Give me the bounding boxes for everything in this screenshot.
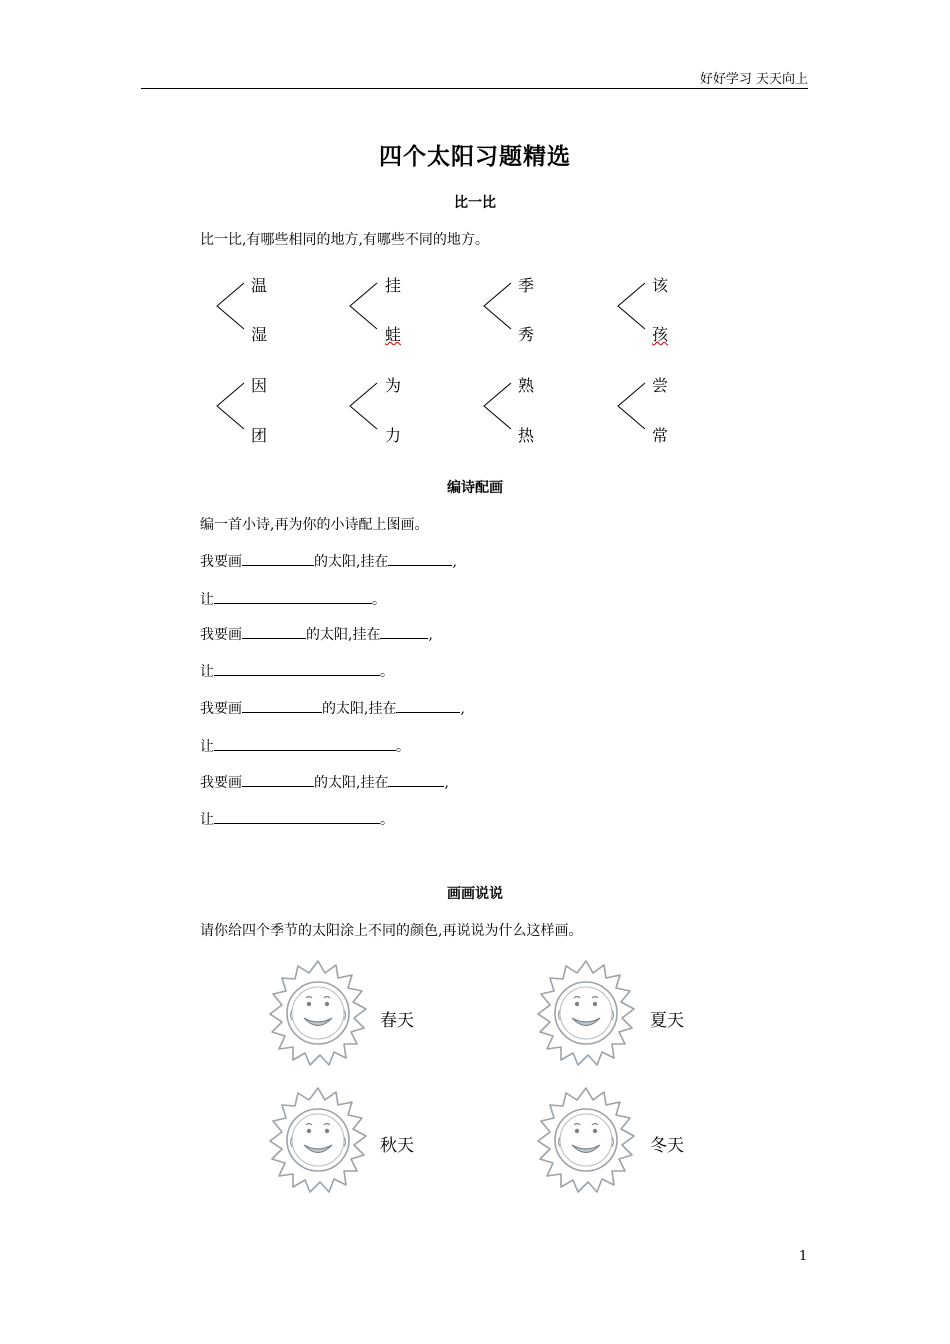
sun-icon — [270, 961, 366, 1065]
page-title: 四个太阳习题精选 — [379, 144, 571, 170]
season-label-autumn: 秋天 — [380, 1136, 414, 1156]
poem-line-b: 让 。 — [200, 739, 410, 755]
section-heading-poem: 编诗配画 — [447, 480, 503, 496]
section-heading-draw: 画画说说 — [447, 886, 503, 902]
season-label-winter: 冬天 — [650, 1136, 684, 1156]
poem-line-a: 我要画 的太阳,挂在 , — [200, 627, 433, 643]
season-label-spring: 春天 — [380, 1011, 414, 1031]
compare-instruction: 比一比,有哪些相同的地方,有哪些不同的地方。 — [200, 232, 489, 248]
poem-line-a: 我要画 的太阳,挂在 , — [200, 701, 465, 717]
compare-char-bottom: 蛙 — [385, 325, 402, 344]
compare-char-top: 因 — [251, 376, 268, 395]
compare-char-top: 熟 — [518, 376, 535, 395]
draw-instruction: 请你给四个季节的太阳涂上不同的颜色,再说说为什么这样画。 — [200, 923, 583, 939]
sun-icon — [538, 961, 634, 1065]
compare-char-bottom: 孩 — [652, 325, 669, 344]
page-number: 1 — [799, 1249, 808, 1264]
sun-icon — [538, 1088, 634, 1192]
page-header-text: 好好学习 天天向上 — [699, 72, 808, 87]
compare-char-top: 尝 — [652, 376, 669, 395]
compare-char-bottom: 湿 — [251, 325, 268, 344]
compare-char-bottom: 热 — [518, 426, 535, 445]
compare-char-top: 温 — [251, 276, 268, 295]
compare-char-top: 挂 — [385, 276, 402, 295]
poem-line-b: 让 。 — [200, 812, 394, 828]
section-heading-compare: 比一比 — [454, 195, 496, 211]
compare-char-top: 该 — [652, 276, 669, 295]
compare-char-bottom: 力 — [385, 426, 402, 445]
compare-char-bottom: 常 — [652, 426, 669, 445]
poem-line-b: 让 。 — [200, 592, 386, 608]
compare-char-top: 季 — [518, 276, 535, 295]
compare-char-bottom: 秀 — [518, 325, 535, 344]
compare-char-top: 为 — [385, 376, 402, 395]
poem-line-a: 我要画 的太阳,挂在 , — [200, 554, 457, 570]
compare-char-bottom: 团 — [251, 426, 268, 445]
sun-icon — [270, 1088, 366, 1192]
poem-instruction: 编一首小诗,再为你的小诗配上图画。 — [200, 517, 429, 533]
poem-line-b: 让 。 — [200, 664, 394, 680]
poem-line-a: 我要画 的太阳,挂在 , — [200, 775, 449, 791]
season-label-summer: 夏天 — [650, 1011, 684, 1031]
